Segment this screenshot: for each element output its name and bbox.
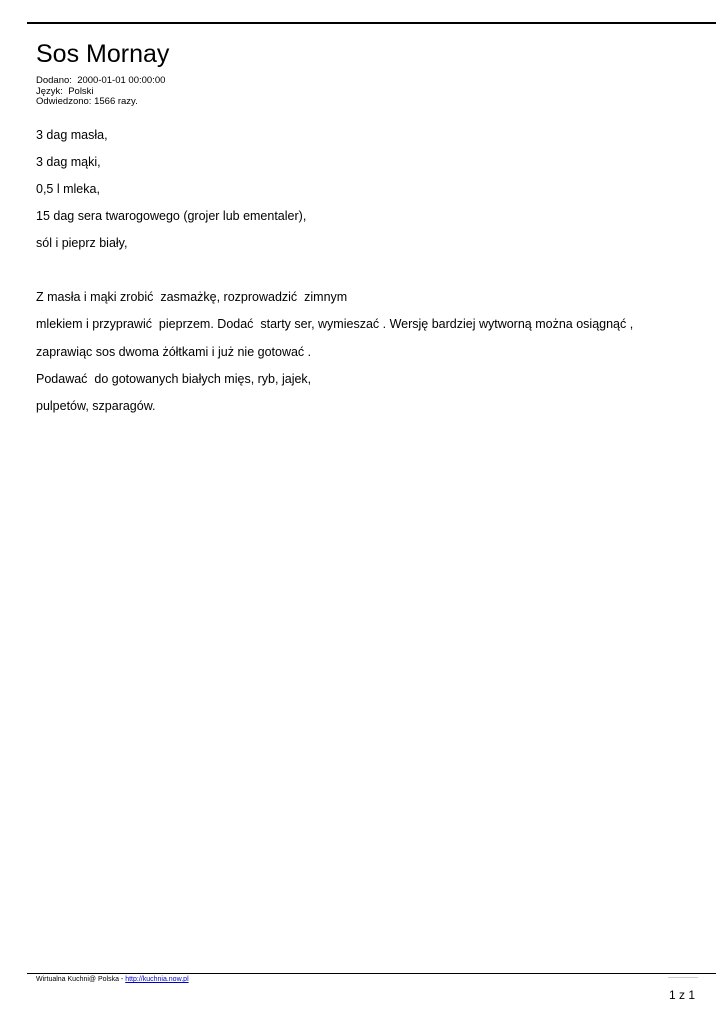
meta-language: Język: Polski bbox=[36, 85, 94, 97]
footer-faint-rule bbox=[668, 977, 698, 978]
instruction-line: mlekiem i przyprawić pieprzem. Dodać starty ser, wymieszać . Wersję bardziej wytworną można osiągnąć , bbox=[36, 317, 634, 331]
instruction-line: Podawać do gotowanych białych mięs, ryb, jajek, bbox=[36, 372, 312, 386]
header-rule bbox=[27, 22, 716, 24]
meta-visits: Odwiedzono: 1566 razy. bbox=[36, 96, 138, 107]
footer-link[interactable]: http://kuchnia.now.pl bbox=[125, 976, 189, 983]
page-title: Sos Mornay bbox=[36, 40, 170, 68]
instruction-line: pulpetów, szparagów. bbox=[36, 399, 156, 413]
ingredient-line: 0,5 l mleka, bbox=[36, 182, 100, 196]
page-number: 1 z 1 bbox=[668, 988, 695, 1002]
instruction-line: Z masła i mąki zrobić zasmażkę, rozprowadzić zimnym bbox=[36, 290, 348, 304]
ingredient-line: 3 dag masła, bbox=[36, 128, 108, 142]
recipe-meta bbox=[36, 76, 165, 108]
ingredient-line: 15 dag sera twarogowego (grojer lub ementaler), bbox=[36, 209, 307, 223]
footer bbox=[36, 976, 189, 983]
ingredient-line: 3 dag mąki, bbox=[36, 155, 101, 169]
footer-rule bbox=[27, 973, 716, 974]
meta-added: Dodano: 2000-01-01 00:00:00 bbox=[36, 75, 166, 86]
ingredient-line: sól i pieprz biały, bbox=[36, 236, 128, 250]
instruction-line: zaprawiąc sos dwoma żółtkami i już nie gotować . bbox=[36, 345, 312, 359]
footer-site-text: Wirtualna Kuchni@ Polska - bbox=[36, 976, 126, 983]
